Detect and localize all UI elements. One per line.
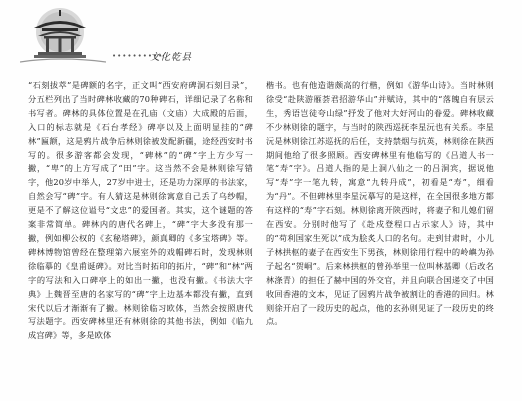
pavilion-logo-icon [20, 6, 106, 68]
page-header [20, 6, 220, 70]
header-dots: •••••••••• [112, 52, 164, 60]
right-column [266, 79, 494, 329]
right-column-text: 楷书。也有他造谐颇高的行楷，例如《游华山诗》。当时林则徐受“赴陕游雁荟君招游华山”并赋诗，其中的“落魄自有层云生，秀语岂徒夸山绿”抒发了他对大好河山的眷爱。碑林收藏不少林则徐的题字，与当时的陕西巡抚李星沅也有关系。李星沅是林则徐江苏巡抚的后任，支持禁烟与抗英，林则徐在陕西期间他给了很多照顾。西安碑林里有他临写的《吕道人书一笔“寿”字》。吕道人指的是上洞八仙之一的吕洞宾，据说他写“寿”字一笔九转，寓意“九转丹成”，初看是“寿”，细看为“丹”。不但碑林里李星沅摹写的是这样，在全国很多地方都有这样的“寿”字石刻。林则徐离开陕西时，将妻子和儿媳们留在西安。分别时他写了《赴戍登程口占示家人》诗，其中的“苟利国家生死以”成为脍炙人口的名句。走到甘肃时，小儿子林拱枢的妻子在西安生下男孩，林则徐用行程中的岭嶼为孙子起名“贺峒”。后来林拱枢的曾孙举里一位叫林基卿（后改名林涤青）的担任了赫中国的外交官，并且向联合国递交了中国收回香港的文本，见证了因鸦片战争被割让的香港的回归。林则徐开启了一段历史的起点，他的玄孙则见证了一段历史的终点。 [266, 80, 494, 327]
left-column [28, 79, 253, 343]
left-column-text: “石刻拔萃”是碑额的名字，正文叫“西安府碑洞石刻目录”，分五栏列出了当时碑林收藏的70种碑石，详细记录了名称和书写者。碑林的具体位置是在孔庙（文庙）大成殿的后面，入口的标志就是《石台孝经》碑亭以及上面明显挂的“碑林”匾额，这是鸦片战争后林则徐被发配新疆，途经西安时书写的。很多游客都会发现，“碑林”的“碑”字上方少写一撇，“卑”的上方写成了“田”字。这当然不会是林则徐写错字，他20岁中举人，27岁中进士，还是功力深厚的书法家，自然会写“碑”字。有人猜这是林则徐寓意自己丢了乌纱帽，更是不了解这位谥号“文忠”的爱国者。其实，这个谜题的答案非常简单。碑林内的唐代名碑上，“碑”字大多没有那一撇，例如柳公权的《玄秘塔碑》，颜真卿的《多宝塔碑》等。碑林博物馆曾经在整理第六展室外的戏帽碑石时，发现林则徐临摹的《皇甫诞碑》。对比当时拓印的拓片，“碑”和“林”两字的写法和入口碑亭上的如出一撇，也没有撇。《书法大字典》上魏晋至唐的名家写的“碑”字上边基本都没有撇，直到宋代以后才渐渐有了撇。林则徐临习欧体，当然会按照唐代写法题字。西安碑林里还有林则徐的其他书法，例如《临九成宫碑》等，多是欧体 [28, 80, 253, 341]
section-title: 文化乾县 [150, 52, 193, 63]
